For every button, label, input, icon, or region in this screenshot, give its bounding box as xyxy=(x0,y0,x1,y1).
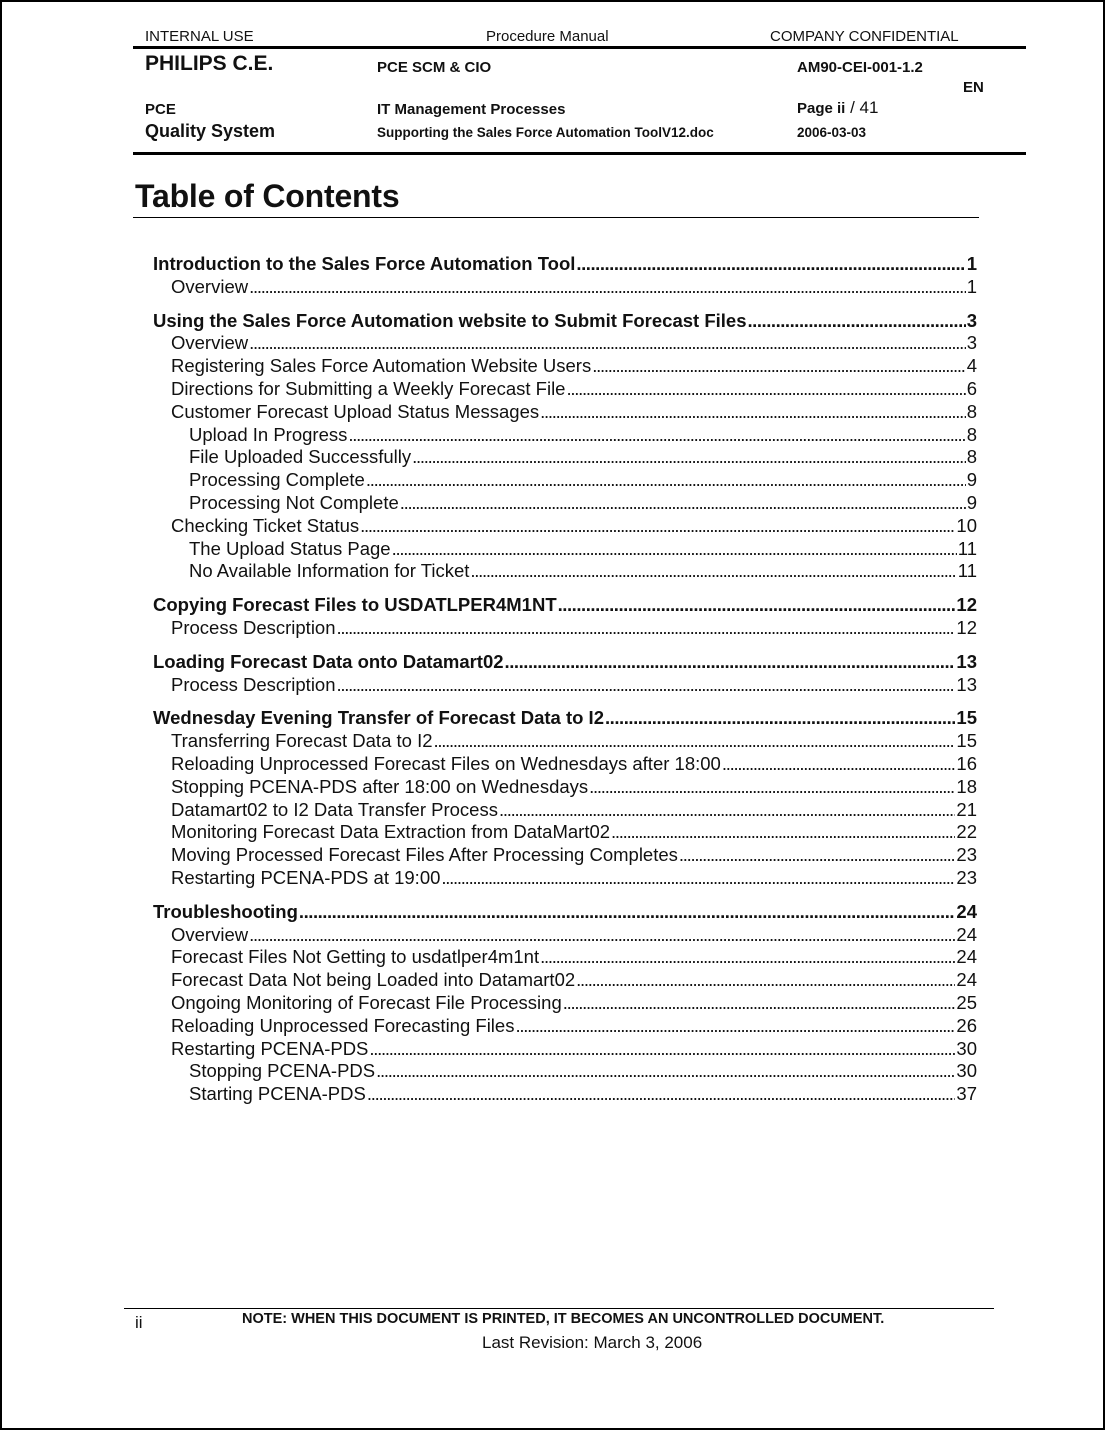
header-internal-use: INTERNAL USE xyxy=(145,28,254,45)
toc-dot-leader xyxy=(249,924,955,946)
toc-dot-leader xyxy=(576,969,955,991)
toc-entry-title: Registering Sales Force Automation Website Users xyxy=(171,355,592,377)
toc-entry-title: Directions for Submitting a Weekly Forecast File xyxy=(171,378,566,399)
toc-entry[interactable] xyxy=(171,821,977,843)
toc-entry-title: Datamart02 to I2 Data Transfer Process xyxy=(171,798,498,820)
toc-entry-title: Overview xyxy=(171,275,249,297)
toc-dot-leader xyxy=(679,844,956,866)
toc-entry-title: Overview xyxy=(171,923,249,945)
toc-entry[interactable] xyxy=(171,332,977,354)
toc-entry-page: 6 xyxy=(966,378,977,399)
toc-entry-page: 10 xyxy=(956,514,977,536)
toc-entry[interactable] xyxy=(171,969,977,991)
toc-entry-page: 24 xyxy=(956,946,977,968)
toc-entry-title: Upload In Progress xyxy=(189,423,348,445)
header-procedure-manual: Procedure Manual xyxy=(486,28,609,45)
toc-entry-title: Stopping PCENA-PDS xyxy=(189,1060,376,1082)
toc-entry-page: 9 xyxy=(966,469,977,491)
toc-entry[interactable] xyxy=(171,1038,977,1060)
toc-dot-leader xyxy=(400,492,966,514)
toc-entry[interactable] xyxy=(171,844,977,866)
header-company-confidential: COMPANY CONFIDENTIAL xyxy=(770,28,959,45)
toc-dot-leader xyxy=(360,515,955,537)
toc-entry[interactable] xyxy=(189,538,977,560)
header-top-rule xyxy=(133,46,1026,49)
toc-entry-title: Transferring Forecast Data to I2 xyxy=(171,730,433,752)
toc-entry-page: 22 xyxy=(956,821,977,843)
header-process-area: IT Management Processes xyxy=(377,101,566,118)
toc-entry-title: Overview xyxy=(171,332,249,354)
header-page-total: / 41 xyxy=(850,98,879,117)
toc-entry-page: 3 xyxy=(966,309,977,331)
header-language: EN xyxy=(963,79,984,96)
toc-entry[interactable] xyxy=(189,446,977,468)
toc-dot-leader xyxy=(747,310,965,332)
toc-entry-page: 8 xyxy=(966,446,977,468)
toc-dot-leader xyxy=(337,674,956,696)
toc-entry-page: 24 xyxy=(956,969,977,991)
header-date: 2006-03-03 xyxy=(797,125,867,140)
toc-dot-leader xyxy=(558,594,956,616)
toc-dot-leader xyxy=(576,253,965,275)
toc-entry-title: No Available Information for Ticket xyxy=(189,560,470,582)
toc-entry[interactable] xyxy=(171,799,977,821)
toc-dot-leader xyxy=(392,538,957,560)
toc-entry-page: 1 xyxy=(966,253,977,274)
toc-entry-page: 30 xyxy=(956,1060,977,1082)
header-filename: Supporting the Sales Force Automation ToolV12.doc xyxy=(377,125,714,140)
toc-entry-title: Restarting PCENA-PDS xyxy=(171,1037,369,1059)
toc-entry[interactable] xyxy=(189,560,977,582)
toc-entry[interactable] xyxy=(189,492,977,514)
header-bottom-rule xyxy=(133,152,1026,155)
toc-entry-page: 21 xyxy=(956,798,977,820)
toc-entry-page: 11 xyxy=(957,537,977,559)
footer-rule xyxy=(124,1308,994,1309)
toc-entry-title: Processing Not Complete xyxy=(189,492,399,513)
toc-dot-leader xyxy=(299,901,956,923)
header-doc-number: AM90-CEI-001-1.2 xyxy=(797,59,923,76)
toc-entry-page: 8 xyxy=(966,423,977,445)
toc-dot-leader xyxy=(369,1038,955,1060)
toc-dot-leader xyxy=(540,401,966,423)
header-page-number xyxy=(797,98,878,118)
toc-dot-leader xyxy=(505,651,956,673)
toc-entry-title: Reloading Unprocessed Forecast Files on Wednesdays after 18:00 xyxy=(171,753,721,774)
toc-entry-page: 13 xyxy=(956,650,977,672)
toc-entry[interactable] xyxy=(153,594,977,616)
toc-entry[interactable] xyxy=(153,651,977,673)
toc-entry-title: Process Description xyxy=(171,673,336,695)
toc-entry[interactable] xyxy=(171,674,977,696)
toc-entry[interactable] xyxy=(153,310,977,332)
toc-entry-title: File Uploaded Successfully xyxy=(189,446,412,468)
toc-dot-leader xyxy=(589,776,955,798)
toc-dot-leader xyxy=(611,821,955,843)
toc-entry[interactable] xyxy=(171,946,977,968)
toc-entry-page: 24 xyxy=(956,900,977,922)
toc-dot-leader xyxy=(540,946,955,968)
toc-dot-leader xyxy=(470,560,956,582)
toc-entry[interactable] xyxy=(153,707,977,729)
toc-entry-page: 1 xyxy=(966,275,977,297)
toc-dot-leader xyxy=(499,799,955,821)
toc-dot-leader xyxy=(722,753,956,775)
toc-entry-title: Customer Forecast Upload Status Messages xyxy=(171,400,540,422)
toc-dot-leader xyxy=(605,707,955,729)
toc-entry[interactable] xyxy=(171,753,977,775)
toc-entry[interactable] xyxy=(153,253,977,275)
page-title: Table of Contents xyxy=(135,178,400,214)
toc-dot-leader xyxy=(366,469,966,491)
toc-entry-page: 37 xyxy=(956,1083,977,1105)
toc-entry[interactable] xyxy=(171,1015,977,1037)
header-company: PHILIPS C.E. xyxy=(145,52,274,75)
toc-dot-leader xyxy=(249,276,966,298)
toc-entry-page: 12 xyxy=(956,594,977,616)
toc-entry[interactable] xyxy=(171,730,977,752)
toc-dot-leader xyxy=(441,867,955,889)
header-page-label: Page ii xyxy=(797,100,846,117)
toc-entry-title: Monitoring Forecast Data Extraction from DataMart02 xyxy=(171,821,611,843)
toc-dot-leader xyxy=(412,446,966,468)
header-quality-system: Quality System xyxy=(145,121,276,141)
toc-entry-title: Ongoing Monitoring of Forecast File Processing xyxy=(171,992,562,1013)
toc-entry-title: Troubleshooting xyxy=(153,900,298,922)
toc-entry[interactable] xyxy=(171,924,977,946)
footer-note: NOTE: WHEN THIS DOCUMENT IS PRINTED, IT BECOMES AN UNCONTROLLED DOCUMENT. xyxy=(242,1311,885,1327)
toc-entry[interactable] xyxy=(171,515,977,537)
toc-entry[interactable] xyxy=(171,776,977,798)
toc-entry[interactable] xyxy=(171,867,977,889)
toc-entry-title: Forecast Data Not being Loaded into Datamart02 xyxy=(171,969,576,991)
toc-entry-page: 15 xyxy=(956,707,977,729)
toc-entry-title: Using the Sales Force Automation website to Submit Forecast Files xyxy=(153,309,747,331)
toc-entry-page: 15 xyxy=(956,730,977,752)
toc-dot-leader xyxy=(367,1083,956,1105)
toc-entry[interactable] xyxy=(171,355,977,377)
toc-entry-title: Starting PCENA-PDS xyxy=(189,1083,366,1105)
header-org: PCE xyxy=(145,101,176,118)
toc-entry[interactable] xyxy=(153,901,977,923)
toc-entry-title: Stopping PCENA-PDS after 18:00 on Wednesdays xyxy=(171,775,589,797)
header-department: PCE SCM & CIO xyxy=(377,59,492,76)
toc-entry[interactable] xyxy=(189,469,977,491)
toc-entry-title: Copying Forecast Files to USDATLPER4M1NT xyxy=(153,594,557,616)
toc-entry-page: 8 xyxy=(966,400,977,422)
toc-entry-page: 16 xyxy=(956,753,977,774)
toc-entry-title: Moving Processed Forecast Files After Processing Completes xyxy=(171,844,678,866)
toc-entry-title: Loading Forecast Data onto Datamart02 xyxy=(153,650,504,672)
toc-entry-page: 26 xyxy=(956,1014,977,1036)
toc-entry-title: Checking Ticket Status xyxy=(171,514,360,536)
toc-entry-page: 13 xyxy=(956,673,977,695)
toc-entry[interactable] xyxy=(171,401,977,423)
toc-dot-leader xyxy=(592,355,965,377)
toc-entry-page: 24 xyxy=(956,923,977,945)
toc-entry-page: 3 xyxy=(966,332,977,354)
toc-dot-leader xyxy=(515,1015,955,1037)
toc-entry[interactable] xyxy=(171,992,977,1014)
toc-entry-page: 12 xyxy=(956,617,977,638)
title-underline xyxy=(133,217,979,218)
toc-entry-title: Process Description xyxy=(171,617,336,638)
toc-dot-leader xyxy=(348,424,965,446)
toc-entry-page: 18 xyxy=(956,775,977,797)
toc-dot-leader xyxy=(337,617,956,639)
toc-entry-page: 25 xyxy=(956,992,977,1013)
toc-dot-leader xyxy=(563,992,956,1014)
toc-entry-title: Restarting PCENA-PDS at 19:00 xyxy=(171,867,441,888)
toc-entry[interactable] xyxy=(171,617,977,639)
footer-page-roman: ii xyxy=(135,1313,143,1332)
toc-dot-leader xyxy=(376,1060,955,1082)
footer-last-revision: Last Revision: March 3, 2006 xyxy=(482,1333,703,1352)
toc-entry-title: Introduction to the Sales Force Automation Tool xyxy=(153,253,576,274)
toc-entry-page: 9 xyxy=(966,492,977,513)
toc-entry[interactable] xyxy=(189,1083,977,1105)
toc-entry-page: 11 xyxy=(957,560,977,582)
toc-entry-page: 23 xyxy=(956,844,977,866)
toc-entry-title: The Upload Status Page xyxy=(189,537,391,559)
toc-entry-page: 30 xyxy=(956,1037,977,1059)
toc-entry[interactable] xyxy=(171,378,977,400)
toc-entry[interactable] xyxy=(171,276,977,298)
toc-entry-title: Wednesday Evening Transfer of Forecast Data to I2 xyxy=(153,707,604,729)
toc-entry-title: Reloading Unprocessed Forecasting Files xyxy=(171,1014,515,1036)
toc-entry[interactable] xyxy=(189,1060,977,1082)
toc-dot-leader xyxy=(249,332,966,354)
toc-entry-page: 4 xyxy=(966,355,977,377)
toc-dot-leader xyxy=(566,378,965,400)
toc-entry[interactable] xyxy=(189,424,977,446)
toc-entry-title: Processing Complete xyxy=(189,469,365,491)
toc-entry-page: 23 xyxy=(956,867,977,888)
toc-dot-leader xyxy=(434,730,956,752)
toc-entry-title: Forecast Files Not Getting to usdatlper4m1nt xyxy=(171,946,540,968)
